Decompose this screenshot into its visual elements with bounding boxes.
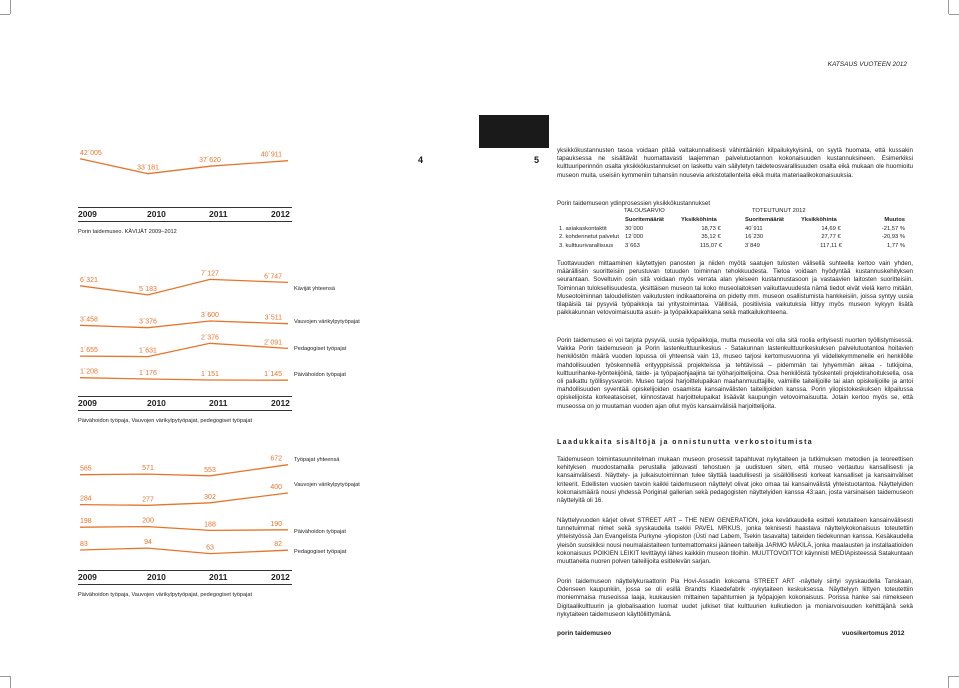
data-label: 2´091 — [264, 339, 282, 347]
crop-mark — [10, 676, 11, 688]
series-label: Päivähoidon työpajat — [294, 372, 346, 378]
intro-paragraph: yksikkökustannusten tasoa voidaan pitää valtakunnallisesti vähintäänkin kilpailukykyisinä, on syytä huomata, että kussakin tapauksessa ne sisältävät huomattavasti laajemman palvelutuotannon kokonaisuuden kustannuksineen. Esimerkiksi kulttuuriperinnön osalta yksikkökustannukset on laskettu vain säilytetyn taideteosvarallisuuden osalta eikä mukaan ole huomioitu museon muita, useisiin kymmeniin tuhansiin nousevia arkistotallenteita eikä muita materiaalikokonaisuuksia. — [557, 147, 913, 179]
tick-label: 2010 — [147, 398, 166, 408]
data-label: 188 — [204, 521, 216, 529]
data-label: 571 — [142, 465, 154, 473]
data-label: 5´183 — [139, 285, 157, 293]
series-line — [80, 527, 288, 531]
chart-caption: Porin taidemuseo. KÄVIJÄT 2009–2012 — [78, 229, 177, 235]
data-label: 83 — [80, 541, 88, 548]
table-cell: -20,93 % — [881, 234, 905, 241]
data-label: 1´151 — [201, 371, 219, 378]
crop-mark — [0, 676, 10, 677]
data-label: 672 — [270, 455, 282, 463]
table-cell: 117,11 € — [820, 243, 842, 250]
table-header: Suoritemäärät — [745, 217, 784, 224]
table-cell: -21,57 % — [881, 225, 905, 232]
paragraph: Porin taidemuseon näyttelykuraattorin Pia Hovi-Assadin kokoama STREET ART -näyttely siirtyi syyskaudella Tanskaan, Odenseen kaupunkiin, jossa se oli esillä Brandts Klaedefabrik -nykytaiteen keskuksessa. Näyttelyyn liittyen toteutettiin moniemmaisa museoissa laaja, kuukausien mittainen tapahtumien ja työpajojen kokonaisuus. Porissa hanke sai nimekseen Digitaalikulttuurin ja globalisaation luomat uudet julkiset tilat kulttuurien kulkutiedon ja moniarvoisuuden kehittäjänä sekä nykytaiteen taidemuseon käyttöliittymänä. — [557, 578, 913, 618]
chart-workshop-visitors-svg — [60, 258, 300, 388]
page-number-right: 5 — [534, 155, 540, 165]
table-group-budget: TALOUSARVIO — [624, 208, 665, 214]
data-label: 3´511 — [264, 314, 282, 322]
series-label: Työpajat yhteensä — [294, 457, 340, 463]
data-label: 200 — [142, 517, 154, 525]
page-number-left: 4 — [418, 155, 424, 165]
data-label: 2´376 — [201, 334, 219, 342]
data-label: 553 — [204, 466, 216, 474]
data-label: 7´127 — [201, 270, 219, 278]
table-row — [557, 225, 907, 234]
data-label: 400 — [270, 484, 282, 491]
table-cell: 115,07 € — [699, 243, 723, 250]
data-label: 565 — [80, 465, 92, 473]
crop-mark — [948, 676, 949, 688]
series-line — [80, 493, 288, 505]
data-label: 1´145 — [264, 371, 282, 379]
paragraph: Näyttelyvuoden kärjet olivet STREET ART – THE NEW GENERATION, joka kevätkaudella esitteli ketutaiteen kansainvälisesti tunnetuimmat nimet sekä syyskaudella tsekki PAVEL MRKUS, jonka teknisesti haastava näyttelykokonaisuus toteutettiin yhteistyössä Jan Evangelista Purkyne -yliopiston (Ústí nad Labem, Tsekin tasavalta) taiteiden tiedekunnan kanssa. Kesäkaudella yleisön suosikiksi nousi neumalaistaiteen tuntemattomaksi jääneen taiteilija JARMO MÄKILÄ, jonka maalausten ja installaatioiden kokonaisuus POIKIEN LEIKIT levittäytyi lähes kaikkiin museon tiloihin. MUUTTOVOITTO! käynnisti MEDIApisteessä Satakuntaan muuttaneita nuoren polven taiteilijoita esittelevän sarjan. — [557, 517, 913, 566]
series-label: Päivähoidon työpajat — [294, 529, 346, 535]
table-header-row — [557, 216, 907, 225]
table-header: Suoritemäärät — [625, 217, 664, 224]
tick-label: 2011 — [209, 572, 228, 582]
tick-label: 2010 — [147, 209, 166, 219]
data-label: 6´747 — [264, 273, 282, 281]
table-group-actual: TOTEUTUNUT 2012 — [752, 208, 806, 214]
unit-cost-table — [557, 216, 907, 250]
series-label: Kävijät yhteensä — [294, 286, 336, 292]
chart-caption: Päivähoidon työpaja, Vauvojen värikylpytyöpajat, pedegogiset työpajat — [78, 418, 253, 424]
table-cell: 3. kulttuurivarallisuus — [559, 243, 614, 250]
data-label: 37´620 — [199, 157, 221, 165]
series-line — [80, 465, 288, 476]
data-label: 1´655 — [80, 347, 98, 355]
table-cell: 16´230 — [745, 234, 764, 241]
data-label: 40´911 — [260, 151, 282, 159]
crop-mark — [949, 14, 959, 15]
chart-visitors-svg — [60, 140, 300, 210]
series-label: Pedagogiset työpajat — [294, 549, 347, 555]
data-label: 190 — [270, 520, 282, 528]
tick-label: 2012 — [271, 398, 290, 408]
crop-mark — [0, 14, 10, 15]
table-header — [557, 216, 623, 225]
crop-mark — [10, 0, 11, 14]
crop-mark — [949, 676, 959, 677]
table-cell: 27,77 € — [821, 234, 841, 241]
data-label: 284 — [80, 495, 92, 503]
data-label: 42´005 — [80, 149, 102, 157]
series-line — [80, 159, 288, 174]
section-heading: Laadukkaita sisältöjä ja onnistunutta verkostoitumista — [557, 439, 814, 446]
paragraph: Tuottavuuden mittaaminen käytettyjen panosten ja niiden myötä saatujen tulosten välisellä suhteella kertoo vain yhden, määrällisiin suoritteisiin perustuvan totuuden toiminnan tehokkuudesta. Tietoa voidaan hyödyntää kustannuskehityksen seurantaan. Soveltuvin osin sitä voidaan myös verrata alan yleiseen kustannustasoon ja vastaavien laitosten suoritteisiin. Toiminnan tuloksellisuudesta, yksittäisen museon tai koko museolaitoksen vaikuttavuudesta nämä tiedot eivät vielä kerro mitään. Museotoiminnan taloudellisten vaikutusten indikaattoreina on pidetty mm. museon osallistumista hankkeisiin, joissa syntyy uusia tilapäisiä tai pysyviä työpaikkoja tai yritystoimintaa. Välillisiä, positiivisia vaikutuksia liittyy myös museon kykyyn lisätä paikkakunnan vetovoimaisuutta asuin- ja työpaikkapaikkana sekä matkailukohteena. — [557, 260, 913, 317]
paragraph: Porin taidemuseo ei voi tarjota pysyviä, uusia työpaikkoja, mutta museolla voi olla sitä roolia erityisesti nuorten työllistymisessä. Vaikka Porin taidemuseon ja Porin lastenkulttuurikeskus - Satakunnan lastenkulttuurikeskuksen palvelutuotantoa hoitavien henkilöstön määrä vuoden lopussa oli yhteensä vain 13, museo tarjosi kertomusvuonna yli viidellekymmenelle eri henkilölle mahdollisuuden työskennellä erityyppisissä projekteissa ja tehtävissä – pidemmän tai lyhyemmän aikaa - tutkijoina, kulttuurihanke-työntekijöinä, taide- ja työpajaohjaajina tai työharjoittelijoina. Osa henkilöistä työskenteli projektirahoituksella, osa oli palkattu työllisyysvaroin. Museo tarjosi harjoittelupaikan maahanmuuttajille, valmiille taiteilijoille tai alan opiskelijoille ja antoi mahdollisuuden syventää opiskelijoiden osaamista kansainvälisten taiteilijoiden kanssa. Porin yliopistokeskuksen kilpailussa opiskelijoista korkeatasoiset, kiinnostavat harjoittelupaikat lisäävät kaupungin vetovoimaisuutta. Jotain kertoo myös se, että museossa on jo muutaman vuoden ajan ollut myös kansainvälisiä harjoittelijoita. — [557, 337, 913, 410]
table-cell: 30´000 — [625, 225, 644, 232]
paragraph: Taidemuseon toimintasuunnitelman mukaan museon prosessit tapahtuvat nykytaiteen ja tutkimuksen metodien ja teoreettisen kehityksen muodostamalla perustalla jatkuvasti tehostuen ja uudistuen siten, että museo vertautuu kansallisesti ja kansainvälisesti. Näyttely- ja julkaisutoiminnan tulee täyttää laadullisesti ja sisällöllisesti korkeat kansalliset ja kansainväliset kriteerit. Edellisten vuosien tavoin kaikki taidemuseon näyttelyt olivat joko omaa tai kansainvälistä yhteistuotantoa. Näyttelyiden kokonaismäärä nousi yhdessä Poriginal gallerian sekä pedagogisten näyttelyiden kanssa 43:aan, josta varsinaisen taidemuseon näyttelyitä oli 16. — [557, 456, 913, 505]
data-label: 94 — [144, 539, 152, 547]
table-cell: 14,69 € — [821, 225, 841, 232]
table-cell: 3´849 — [745, 243, 760, 250]
tick-label: 2009 — [78, 398, 97, 408]
data-label: 1´208 — [80, 368, 98, 376]
series-label: Pedagogiset työpajat — [294, 346, 347, 352]
crop-mark — [948, 0, 949, 14]
series-line — [80, 343, 288, 356]
series-line — [80, 378, 288, 381]
table-cell: 2. kohdennetut palvelut — [559, 234, 619, 241]
tick-label: 2009 — [78, 572, 97, 582]
table-row — [557, 233, 907, 242]
tick-label: 2009 — [78, 209, 97, 219]
table-header: Yksikköhinta — [681, 217, 717, 224]
data-label: 3´458 — [80, 316, 98, 324]
footer-left: porin taidemuseo — [557, 630, 612, 637]
data-label: 1´176 — [139, 370, 157, 377]
data-label: 6´321 — [80, 276, 98, 284]
tick-label: 2010 — [147, 572, 166, 582]
page-header-title: KATSAUS VUOTEEN 2012 — [827, 61, 907, 68]
footer-right: vuosikertomus 2012 — [842, 630, 905, 637]
series-label: Vauvojen värikylpytyöpajat — [294, 482, 360, 488]
table-cell: 35,12 € — [701, 234, 721, 241]
tick-label: 2011 — [209, 398, 228, 408]
tick-label: 2012 — [271, 572, 290, 582]
data-label: 1´631 — [139, 347, 157, 355]
table-title: Porin taidemuseon ydinprosessien yksikkökustannukset — [557, 200, 711, 207]
chart-caption: Päivähoidon työpaja, Vauvojen värikylpytyöpajat, pedegogiset työpajat — [78, 592, 253, 598]
data-label: 198 — [80, 518, 92, 526]
chart-workshops-svg — [60, 455, 300, 567]
table-row — [557, 242, 907, 251]
data-label: 3´376 — [139, 318, 157, 326]
table-cell: 1,77 % — [886, 243, 905, 250]
table-cell: 3´663 — [625, 243, 640, 250]
data-label: 302 — [204, 493, 216, 501]
data-label: 3´600 — [201, 312, 219, 319]
tick-label: 2011 — [209, 209, 228, 219]
black-block — [479, 115, 549, 148]
data-label: 277 — [142, 496, 154, 504]
table-cell: 12´000 — [625, 234, 644, 241]
table-header: Muutos — [884, 217, 905, 224]
data-label: 63 — [206, 544, 214, 552]
data-label: 33´181 — [137, 164, 159, 172]
series-label: Vauvojen värikylpytyöpajat — [294, 319, 360, 325]
tick-label: 2012 — [271, 209, 290, 219]
table-cell: 18,73 € — [701, 225, 721, 232]
table-cell: 1. asiakaskontaktit — [559, 225, 607, 232]
series-line — [80, 548, 288, 554]
data-label: 82 — [274, 541, 282, 549]
table-header: Yksikköhinta — [801, 217, 837, 224]
table-cell: 40´911 — [745, 225, 763, 232]
